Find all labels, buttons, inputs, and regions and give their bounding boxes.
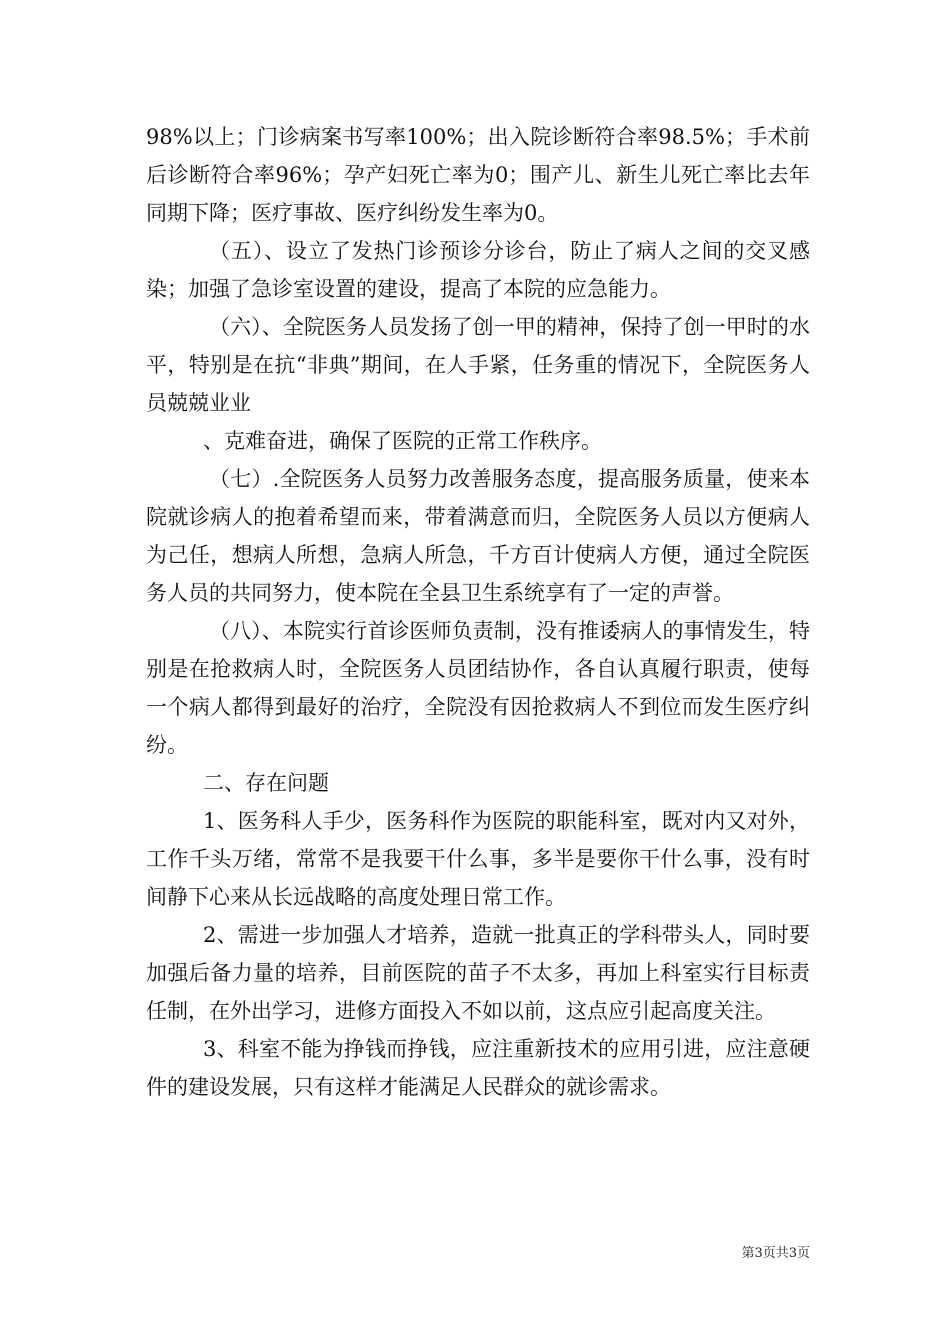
paragraph-item-6: （六）、全院医务人员发扬了创一甲的精神，保持了创一甲时的水平，特别是在抗“非典”期间，在人手紧，任务重的情况下，全院医务人员兢兢业业 <box>146 315 810 415</box>
section-heading-problems: 二、存在问题 <box>203 771 329 795</box>
paragraph-quality-rates: 98%以上；门诊病案书写率100%；出入院诊断符合率98.5%；手术前后诊断符合率96%；孕产妇死亡率为0；围产儿、新生儿死亡率比去年同期下降；医疗事故、医疗纠纷发生率为0。 <box>146 125 810 225</box>
paragraph-item-7: （七）.全院医务人员努力改善服务态度，提高服务质量，使来本院就诊病人的抱着希望而来，带着满意而归，全院医务人员以方便病人为己任，想病人所想，急病人所急，千方百计使病人方便，通过全院医务人员的共同努力，使本院在全县卫生系统享有了一定的声誉。 <box>146 467 810 605</box>
paragraph-item-8: （八）、本院实行首诊医师负责制，没有推诿病人的事情发生，特别是在抢救病人时，全院医务人员团结协作，各自认真履行职责，使每一个病人都得到最好的治疗，全院没有因抢救病人不到位而发生医疗纠纷。 <box>146 619 810 757</box>
document-body <box>146 118 810 1106</box>
paragraph-problem-1: 1、医务科人手少，医务科作为医院的职能科室，既对内又对外，工作千头万绪，常常不是我要干什么事，多半是要你干什么事，没有时间静下心来从长远战略的高度处理日常工作。 <box>146 809 810 909</box>
page-number-footer: 第3页共3页 <box>741 1246 810 1261</box>
paragraph-problem-2: 2、需进一步加强人才培养，造就一批真正的学科带头人，同时要加强后备力量的培养，目前医院的苗子不太多，再加上科室实行目标责任制，在外出学习，进修方面投入不如以前，这点应引起高度关注。 <box>146 923 810 1023</box>
paragraph-item-6-continued: 、克难奋进，确保了医院的正常工作秩序。 <box>203 429 602 453</box>
paragraph-item-5: （五）、设立了发热门诊预诊分诊台，防止了病人之间的交叉感染；加强了急诊室设置的建设，提高了本院的应急能力。 <box>146 239 810 301</box>
paragraph-problem-3: 3、科室不能为挣钱而挣钱，应注重新技术的应用引进，应注意硬件的建设发展，只有这样才能满足人民群众的就诊需求。 <box>146 1037 810 1099</box>
